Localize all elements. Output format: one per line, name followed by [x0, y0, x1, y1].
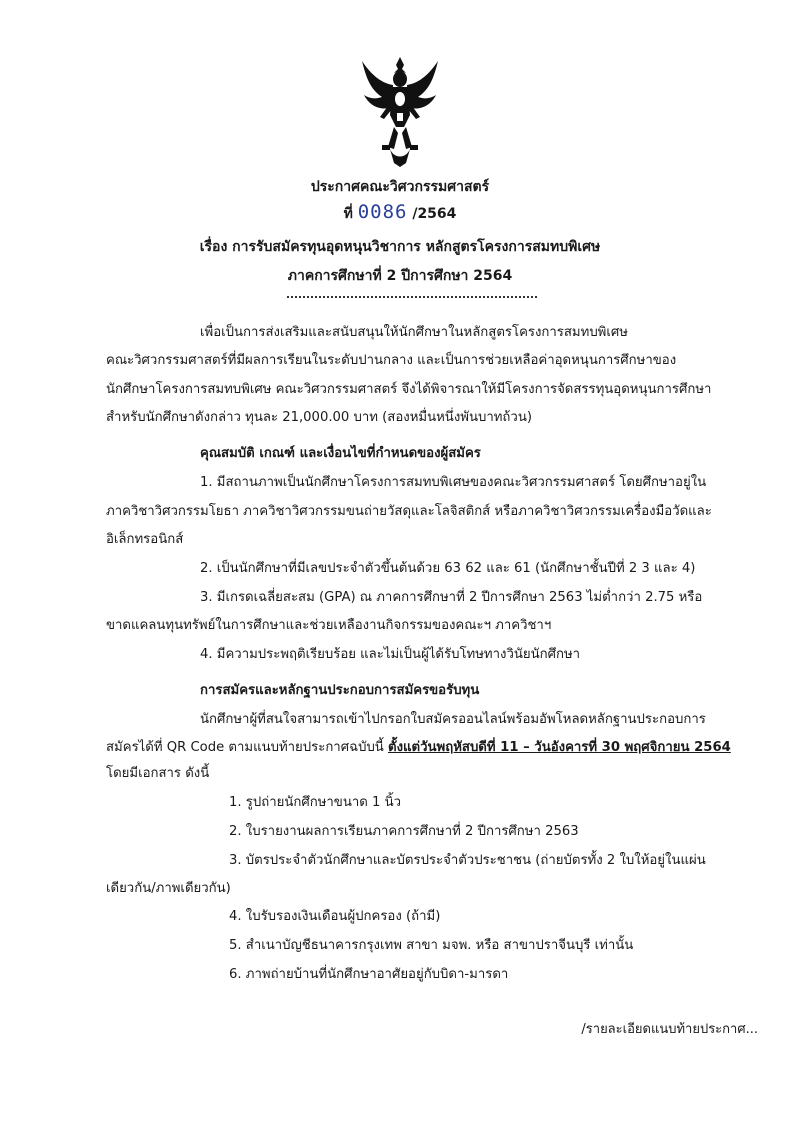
- application-line-2: [106, 738, 731, 758]
- qualification-1-line-1: 1. มีสถานภาพเป็นนักศึกษาโครงการสมทบพิเศษของคณะวิศวกรรมศาสตร์ โดยศึกษาอยู่ใน: [200, 475, 707, 490]
- document-item-3-line-1: 3. บัตรประจำตัวนักศึกษาและบัตรประจำตัวประชาชน (ถ่ายบัตรทั้ง 2 ใบให้อยู่ในแผ่น: [229, 853, 706, 868]
- announcement-title: ประกาศคณะวิศวกรรมศาสตร์: [310, 179, 490, 195]
- continuation-note: /รายละเอียดแนบท้ายประกาศ...: [581, 1022, 758, 1037]
- application-line-2-text: สมัครได้ที่ QR Code ตามแนบท้ายประกาศฉบับนี้: [106, 740, 389, 755]
- document-item-4: 4. ใบรับรองเงินเดือนผู้ปกครอง (ถ้ามี): [229, 909, 441, 924]
- application-line-3: โดยมีเอกสาร ดังนี้: [106, 766, 210, 781]
- application-period: ตั้งแต่วันพฤหัสบดีที่ 11 – วันอังคารที่ 30 พฤศจิกายน 2564: [388, 740, 731, 755]
- document-item-6: 6. ภาพถ่ายบ้านที่นักศึกษาอาศัยอยู่กับบิดา-มารดา: [229, 967, 509, 982]
- qualification-3-line-1: 3. มีเกรดเฉลี่ยสะสม (GPA) ณ ภาคการศึกษาที่ 2 ปีการศึกษา 2563 ไม่ต่ำกว่า 2.75 หรือ: [200, 590, 703, 605]
- qualification-1-line-3: อิเล็กทรอนิกส์: [106, 532, 184, 547]
- term-line: ภาคการศึกษาที่ 2 ปีการศึกษา 2564: [287, 268, 513, 284]
- intro-line-1: เพื่อเป็นการส่งเสริมและสนับสนุนให้นักศึกษาในหลักสูตรโครงการสมทบพิเศษ: [200, 325, 628, 340]
- document-item-3-line-2: เดียวกัน/ภาพเดียวกัน): [106, 881, 231, 896]
- application-line-1: นักศึกษาผู้ที่สนใจสามารถเข้าไปกรอกใบสมัครออนไลน์พร้อมอัพโหลดหลักฐานประกอบการ: [200, 712, 706, 727]
- number-suffix: /2564: [412, 206, 457, 222]
- intro-line-4: สำหรับนักศึกษาดังกล่าว ทุนละ 21,000.00 บาท (สองหมื่นหนึ่งพันบาทถ้วน): [106, 410, 532, 425]
- document-item-1: 1. รูปถ่ายนักศึกษาขนาด 1 นิ้ว: [229, 795, 401, 810]
- separator-dots: [287, 296, 537, 298]
- qualification-1-line-2: ภาควิชาวิศวกรรมโยธา ภาควิชาวิศวกรรมขนถ่ายวัสดุและโลจิสติกส์ หรือภาควิชาวิศวกรรมเครื่องมือวัดและ: [106, 504, 712, 519]
- intro-line-2: คณะวิศวกรรมศาสตร์ที่มีผลการเรียนในระดับปานกลาง และเป็นการช่วยเหลือค่าอุดหนุนการศึกษาของ: [106, 353, 677, 368]
- qualification-4: 4. มีความประพฤติเรียบร้อย และไม่เป็นผู้ได้รับโทษทางวินัยนักศึกษา: [200, 647, 581, 662]
- qualification-2: 2. เป็นนักศึกษาที่มีเลขประจำตัวขึ้นต้นด้วย 63 62 และ 61 (นักศึกษาชั้นปีที่ 2 3 และ 4): [200, 561, 696, 576]
- intro-line-3: นักศึกษาโครงการสมทบพิเศษ คณะวิศวกรรมศาสตร์ จึงได้พิจารณาให้มีโครงการจัดสรรทุนอุดหนุนการศึกษา: [106, 382, 712, 397]
- document-item-2: 2. ใบรายงานผลการเรียนภาคการศึกษาที่ 2 ปีการศึกษา 2563: [229, 824, 579, 839]
- qualifications-heading: คุณสมบัติ เกณฑ์ และเงื่อนไขที่กำหนดของผู้สมัคร: [200, 446, 481, 461]
- subject-line: เรื่อง การรับสมัครทุนอุดหนุนวิชาการ หลักสูตรโครงการสมทบพิเศษ: [199, 239, 601, 255]
- handwritten-number: 0086: [357, 201, 408, 223]
- qualification-3-line-2: ขาดแคลนทุนทรัพย์ในการศึกษาและช่วยเหลืองานกิจกรรมของคณะฯ ภาควิชาฯ: [106, 618, 552, 633]
- number-prefix: ที่: [343, 206, 353, 222]
- document-item-5: 5. สำเนาบัญชีธนาคารกรุงเทพ สาขา มจพ. หรือ สาขาปราจีนบุรี เท่านั้น: [229, 938, 634, 953]
- application-heading: การสมัครและหลักฐานประกอบการสมัครขอรับทุน: [200, 683, 480, 698]
- document-number: [0, 201, 800, 225]
- garuda-emblem-icon: [360, 55, 440, 170]
